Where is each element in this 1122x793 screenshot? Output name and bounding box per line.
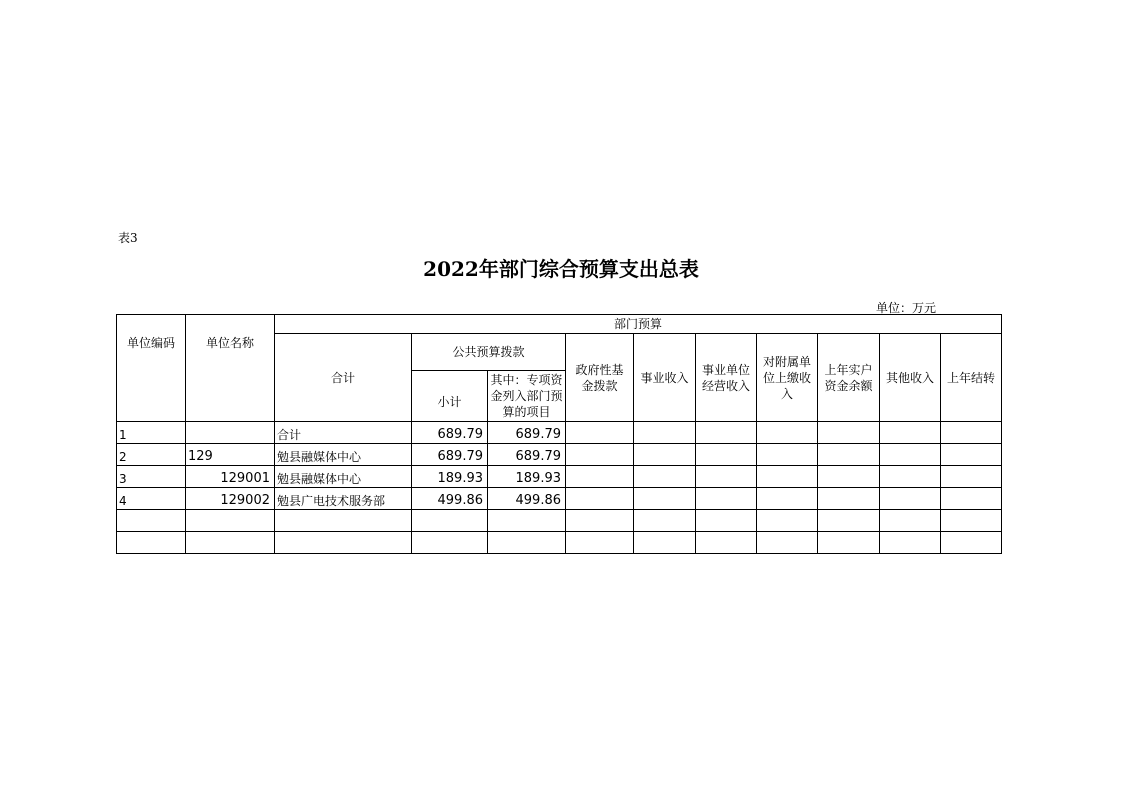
header-operating-income: 事业单位经营收入 xyxy=(696,334,757,422)
row-index: 2 xyxy=(117,444,186,466)
header-name: 单位名称 xyxy=(186,315,275,422)
unit-name: 合计 xyxy=(275,422,412,444)
page-title: 2022年部门综合预算支出总表 xyxy=(423,257,699,281)
budget-table xyxy=(116,314,1002,554)
special-value: 189.93 xyxy=(488,466,566,488)
header-special-funds: 其中：专项资金列入部门预算的项目 xyxy=(488,371,566,422)
unit-label: 单位：万元 xyxy=(876,301,937,315)
subtotal-value: 689.79 xyxy=(412,444,488,466)
unit-name: 勉县融媒体中心 xyxy=(275,444,412,466)
table-number-label: 表3 xyxy=(118,231,138,245)
unit-code: 129001 xyxy=(186,466,275,488)
header-business-income: 事业收入 xyxy=(634,334,696,422)
table-row xyxy=(117,444,1002,466)
subtotal-value: 689.79 xyxy=(412,422,488,444)
header-code: 单位编码 xyxy=(117,315,186,422)
unit-code: 129002 xyxy=(186,488,275,510)
unit-code xyxy=(186,422,275,444)
header-subordinate-income: 对附属单位上缴收入 xyxy=(757,334,818,422)
header-public-budget: 公共预算拨款 xyxy=(412,334,566,371)
header-prev-balance: 上年实户资金余额 xyxy=(818,334,880,422)
header-gov-fund: 政府性基金拨款 xyxy=(566,334,634,422)
table-row xyxy=(117,422,1002,444)
special-value: 689.79 xyxy=(488,422,566,444)
header-other-income: 其他收入 xyxy=(880,334,941,422)
empty-row xyxy=(117,510,1002,532)
header-prev-carryover: 上年结转 xyxy=(941,334,1002,422)
header-total: 合计 xyxy=(275,334,412,422)
header-row-1 xyxy=(117,315,1002,334)
header-dept-budget: 部门预算 xyxy=(275,315,1002,334)
row-index: 1 xyxy=(117,422,186,444)
unit-code: 129 xyxy=(186,444,275,466)
subtotal-value: 499.86 xyxy=(412,488,488,510)
special-value: 689.79 xyxy=(488,444,566,466)
unit-name: 勉县广电技术服务部 xyxy=(275,488,412,510)
empty-row xyxy=(117,532,1002,554)
row-index: 4 xyxy=(117,488,186,510)
table-row xyxy=(117,466,1002,488)
subtotal-value: 189.93 xyxy=(412,466,488,488)
table-row xyxy=(117,488,1002,510)
unit-name: 勉县融媒体中心 xyxy=(275,466,412,488)
special-value: 499.86 xyxy=(488,488,566,510)
row-index: 3 xyxy=(117,466,186,488)
header-subtotal: 小计 xyxy=(412,371,488,422)
